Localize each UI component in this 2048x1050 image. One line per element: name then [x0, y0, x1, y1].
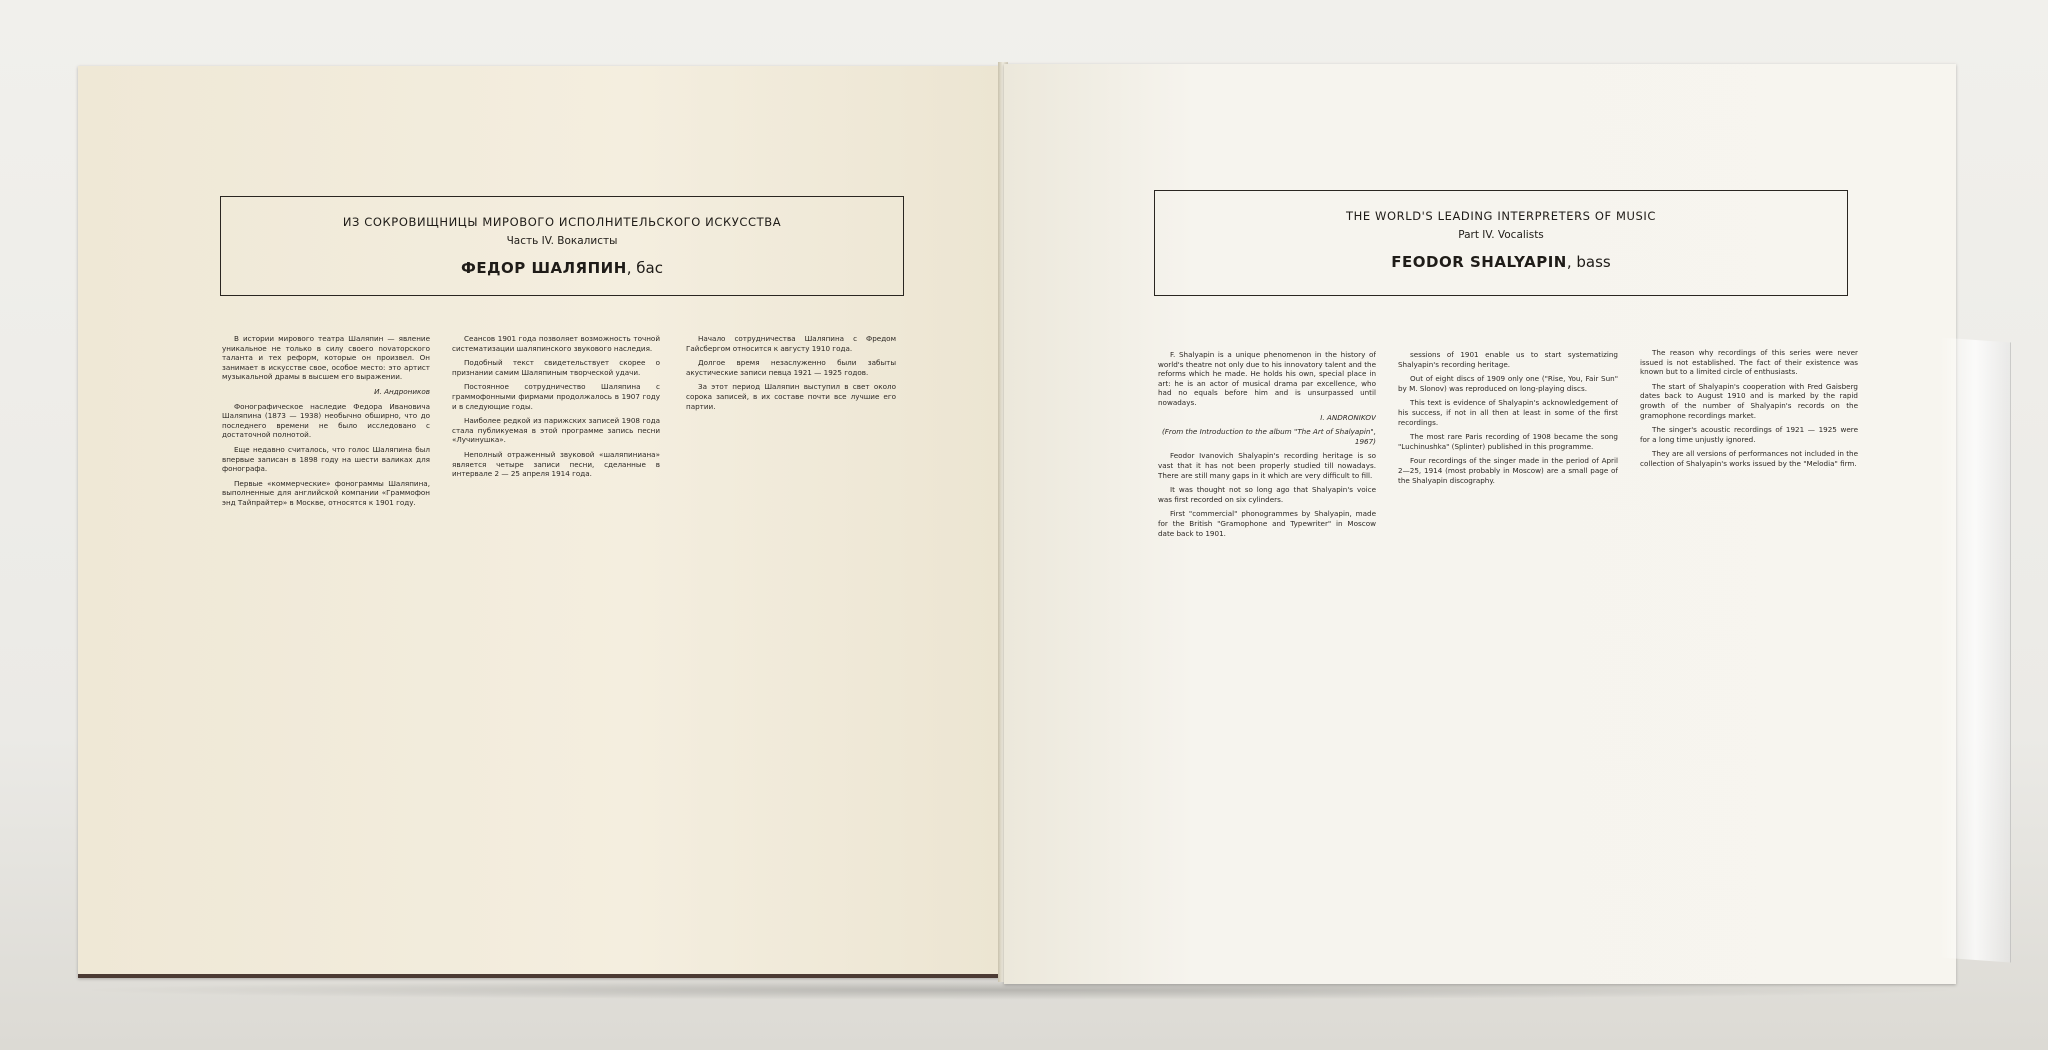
russian-voice-type: , бас: [626, 259, 663, 277]
attribution-source: (From the Introduction to the album "The Art of Shalyapin", 1967): [1161, 427, 1376, 446]
paragraph: Наиболее редкой из парижских записей 1908 года стала публикуемая в этой программе запись песни «Лучинушка».: [452, 416, 660, 445]
paragraph: The start of Shalyapin's cooperation with Fred Gaisberg dates back to August 1910 and is marked by the rapid growth of the number of Shalyapin's records on the gramophone recordings market.: [1640, 381, 1858, 420]
english-voice-type: , bass: [1566, 253, 1611, 271]
english-artist-heading: [1155, 253, 1847, 271]
english-title-box: [1154, 190, 1848, 296]
paragraph: This text is evidence of Shalyapin's acknowledgement of his success, if not in all then at least in some of the first recordings.: [1398, 398, 1618, 427]
russian-artist-heading: [221, 259, 903, 277]
russian-series-title: ИЗ СОКРОВИЩНИЦЫ МИРОВОГО ИСПОЛНИТЕЛЬСКОГО ИСКУССТВА: [342, 215, 782, 229]
paragraph: Долгое время незаслуженно были забыты акустические записи певца 1921 — 1925 годов.: [686, 358, 896, 377]
paragraph: Еще недавно считалось, что голос Шаляпина был впервые записан в 1898 году на шести валиках для фонографа.: [222, 444, 430, 474]
paragraph: Первые «коммерческие» фонограммы Шаляпина, выполненные для английской компании «Граммофон энд Тайпрайтер» в Москве, относятся к 1901 году.: [222, 478, 430, 507]
russian-part-subtitle: Часть IV. Вокалисты: [506, 235, 618, 247]
russian-artist-name: ФЕДОР ШАЛЯПИН: [461, 259, 627, 277]
paragraph: They are all versions of performances not included in the collection of Shalyapin's works issued by the "Melodia" firm.: [1640, 449, 1858, 468]
paragraph: The reason why recordings of this series were never issued is not established. The fact of their existence was known but to a limited circle of enthusiasts.: [1640, 348, 1858, 377]
paragraph: Начало сотрудничества Шаляпина с Фредом Гайсбергом относится к августу 1910 года.: [686, 334, 896, 353]
paragraph: It was thought not so long ago that Shalyapin's voice was first recorded on six cylinders.: [1158, 485, 1376, 504]
paragraph: sessions of 1901 enable us to start systematizing Shalyapin's recording heritage.: [1398, 350, 1618, 369]
english-part-subtitle: Part IV. Vocalists: [1458, 229, 1544, 241]
russian-text-column-1: [222, 334, 430, 834]
russian-text-column-2: [452, 334, 660, 834]
paragraph: F. Shalyapin is a unique phenomenon in the history of world's theatre not only due to his innovatory talent and the reforms which he made. He holds his own, special place in art: he is an actor of musical drama par excellence, who had no equals before him and is unsurpassed until nowadays.: [1158, 350, 1376, 407]
english-series-title: THE WORLD'S LEADING INTERPRETERS OF MUSIC: [1345, 209, 1657, 223]
paragraph: Feodor Ivanovich Shalyapin's recording heritage is so vast that it has not been properly studied till nowadays. There are still many gaps in it which are very difficult to fill.: [1158, 451, 1376, 480]
english-text-column-1: [1158, 350, 1376, 810]
paragraph: Постоянное сотрудничество Шаляпина с граммофонными фирмами продолжалось в 1907 году и в следующие годы.: [452, 382, 660, 411]
paragraph: First "commercial" phonogrammes by Shalyapin, made for the British "Gramophone and Typewriter" in Moscow date back to 1901.: [1158, 509, 1376, 538]
paragraph: Сеансов 1901 года позволяет возможность точной систематизации шаляпинского звукового наследия.: [452, 334, 660, 353]
paragraph: Фонографическое наследие Федора Ивановича Шаляпина (1873 — 1938) необычно обширно, что до последнего времени не было исследовано с достаточной полнотой.: [222, 401, 430, 440]
attribution: И. Андроников: [374, 386, 430, 396]
paragraph: Подобный текст свидетельствует скорее о признании самим Шаляпиным творческой удачи.: [452, 358, 660, 377]
record-inner-sleeve: [1940, 338, 2011, 963]
paragraph: Out of eight discs of 1909 only one ("Rise, You, Fair Sun" by M. Slonov) was reproduced on long-playing discs.: [1398, 374, 1618, 393]
english-text-column-3: [1640, 348, 1858, 808]
paragraph: The most rare Paris recording of 1908 became the song "Luchinushka" (Splinter) published in this programme.: [1398, 432, 1618, 451]
russian-text-column-3: [686, 334, 896, 814]
paragraph: The singer's acoustic recordings of 1921 — 1925 were for a long time unjustly ignored.: [1640, 425, 1858, 444]
paragraph: В истории мирового театра Шаляпин — явление уникальное не только в силу своего novаторского таланта и тех реформ, которые он произвел. Он занимает в искусстве свое, особое место: это артист музыкальной драмы в высшем его выражении.: [222, 334, 430, 382]
attribution: I. ANDRONIKOV: [1320, 412, 1376, 422]
paragraph: Неполный отраженный звуковой «шаляпиниана» является четыре записи песни, сделанные в интервале 2 — 25 апреля 1914 года.: [452, 449, 660, 479]
russian-title-box: [220, 196, 904, 296]
paragraph: Four recordings of the singer made in the period of April 2—25, 1914 (most probably in Moscow) are a small page of the Shalyapin discography.: [1398, 456, 1618, 485]
english-artist-name: FEODOR SHALYAPIN: [1391, 253, 1567, 271]
paragraph: За этот период Шаляпин выступил в свет около сорока записей, в их составе почти все лучшие его партии.: [686, 382, 896, 411]
english-text-column-2: [1398, 350, 1618, 810]
